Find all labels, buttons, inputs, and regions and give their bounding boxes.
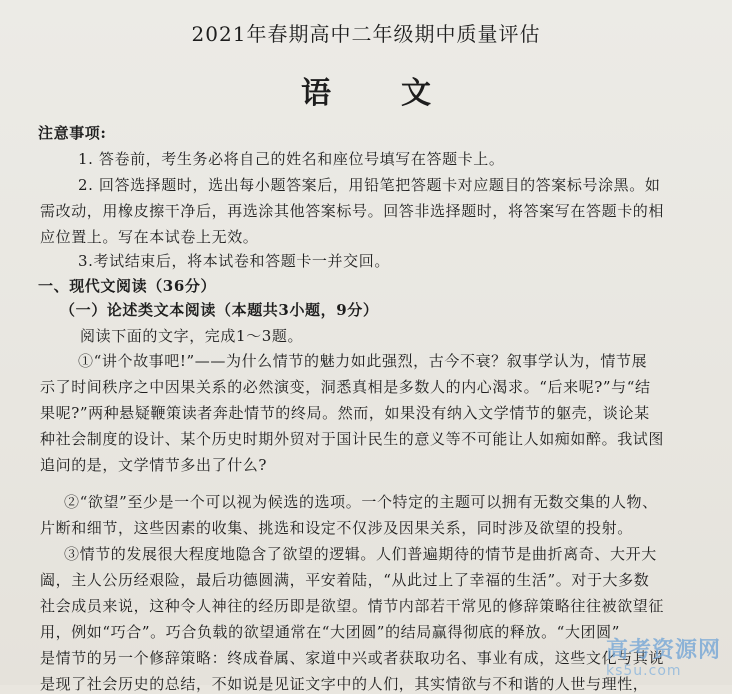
passage-line: 阖，主人公历经艰险，最后功德圆满，平安着陆，“从此过上了幸福的生活”。对于大多数 [40, 571, 650, 589]
passage-line: 是现了社会历史的总结，不如说是见证文字中的人们，其实情欲与不和谐的人世与理性， [40, 675, 649, 693]
passage-line: ②“欲望”至少是一个可以视为候选的选项。一个特定的主题可以拥有无数交集的人物、 [64, 493, 658, 511]
reading-instruction: 阅读下面的文字，完成1～3题。 [80, 327, 304, 345]
passage-line: 是情节的另一个修辞策略：终成眷属、家道中兴或者获取功名、事业有成，这些文化与其说 [40, 649, 665, 667]
passage-line: 社会成员来说，这种令人神往的经历即是欲望。情节内部若干常见的修辞策略往往被欲望征 [40, 597, 665, 615]
watermark-url: ks5u.com [606, 663, 682, 679]
subsection-heading: （一）论述类文本阅读（本题共3小题，9分） [60, 301, 379, 319]
watermark-logo [606, 639, 724, 679]
passage-line: 示了时间秩序之中因果关系的必然演变，洞悉真相是多数人的内心渴求。“后来呢?”与“结 [40, 378, 651, 396]
watermark-logo-text: 高考资源网 [606, 638, 722, 663]
passage-line: 用，例如“巧合”。巧合负载的欲望通常在“大团圆”的结局赢得彻底的释放。“大团圆” [40, 623, 621, 641]
passage-line: 种社会制度的设计、某个历史时期外贸对于国计民生的意义等不可能让人如痴如醉。我试图 [40, 430, 665, 448]
notice-item: 2. 回答选择题时，选出每小题答案后，用铅笔把答题卡对应题目的答案标号涂黑。如 [78, 176, 661, 194]
passage-line: ③情节的发展很大程度地隐含了欲望的逻辑。人们普遍期待的情节是曲折离奇、大开大 [64, 545, 657, 563]
exam-title: 2021年春期高中二年级期中质量评估 [191, 22, 541, 46]
passage-line: 片断和细节，这些因素的收集、挑选和设定不仅涉及因果关系，同时涉及欲望的投射。 [40, 519, 633, 537]
section-heading: 一、现代文阅读（36分） [38, 277, 217, 295]
notice-heading: 注意事项: [38, 124, 107, 142]
passage-line: ①“讲个故事吧!”——为什么情节的魅力如此强烈，古今不衰？叙事学认为，情节展 [78, 352, 648, 370]
passage-line: 追问的是，文学情节多出了什么? [40, 456, 268, 474]
notice-item: 1. 答卷前，考生务必将自己的姓名和座位号填写在答题卡上。 [78, 150, 505, 168]
notice-item: 3.考试结束后，将本试卷和答题卡一并交回。 [78, 252, 390, 270]
subject-title: 语文 [301, 76, 501, 111]
notice-item-continued: 需改动，用橡皮擦干净后，再选涂其他答案标号。回答非选择题时，将答案写在答题卡的相 [40, 202, 665, 220]
passage-line: 果呢?”两种悬疑鞭策读者奔赴情节的终局。然而，如果没有纳入文学情节的躯壳，谈论某 [40, 404, 650, 422]
notice-item-continued: 应位置上。写在本试卷上无效。 [40, 228, 259, 246]
